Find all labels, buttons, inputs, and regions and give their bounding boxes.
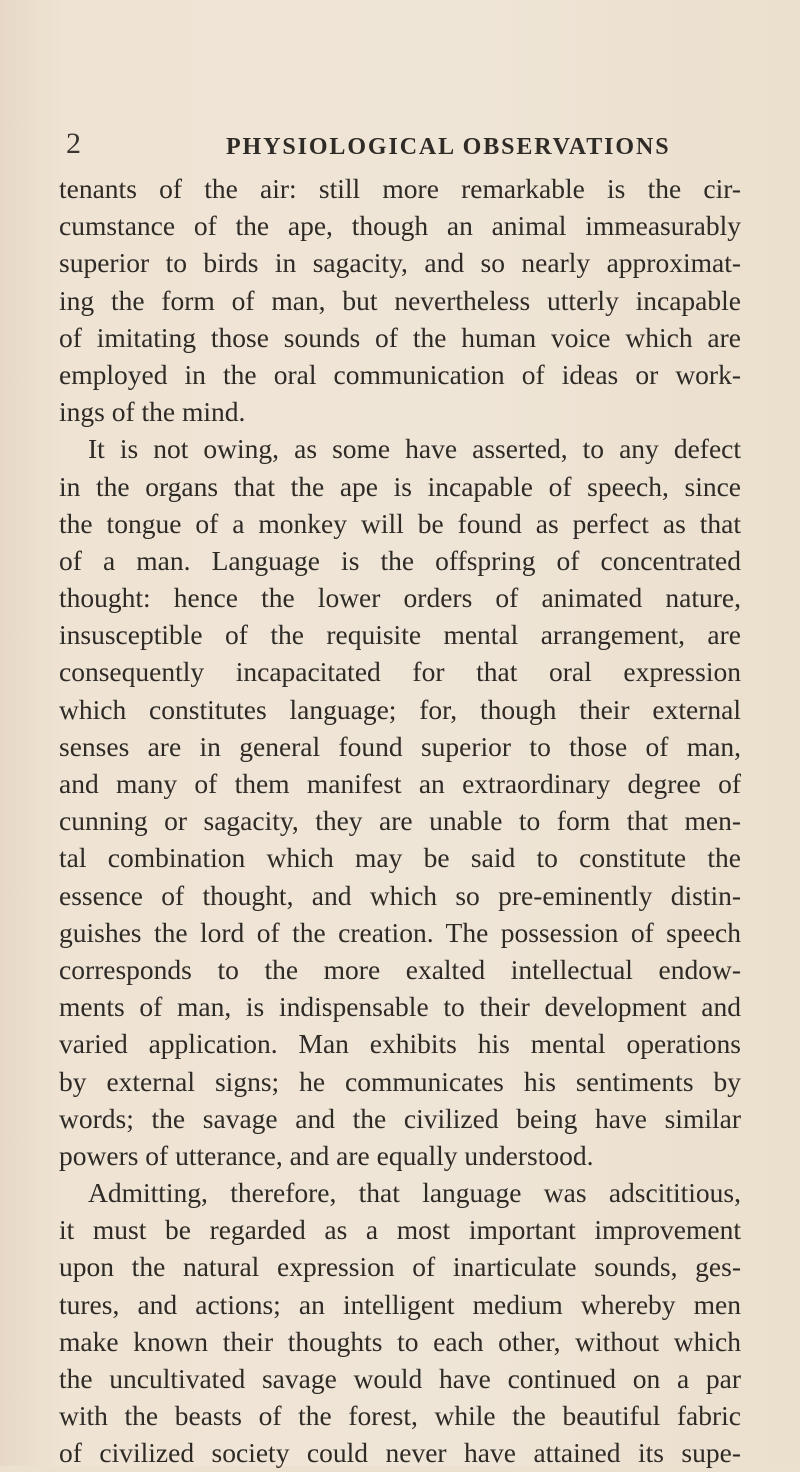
text-line: tures, and actions; an intelligent medium whereby men — [59, 1288, 741, 1320]
text-line: upon the natural expression of inarticulate sounds, ges- — [59, 1251, 741, 1283]
text-line: by external signs; he communicates his sentiments by — [59, 1065, 741, 1097]
text-line: in the organs that the ape is incapable of speech, since — [59, 470, 741, 502]
text-line: of a man. Language is the offspring of concentrated — [59, 544, 741, 576]
text-line: the tongue of a monkey will be found as perfect as that — [59, 507, 741, 539]
text-line: of civilized society could never have attained its supe- — [59, 1437, 741, 1469]
text-line: guishes the lord of the creation. The possession of speech — [59, 916, 741, 948]
text-line: ing the form of man, but nevertheless utterly incapable — [59, 284, 741, 316]
text-line: words; the savage and the civilized being have similar — [59, 1102, 741, 1134]
text-line: thought: hence the lower orders of animated nature, — [59, 582, 741, 614]
text-line: ings of the mind. — [59, 396, 246, 428]
text-line: superior to birds in sagacity, and so nearly approximat- — [59, 247, 741, 279]
paragraph-start-line: It is not owing, as some have asserted, to any defect — [88, 433, 741, 465]
text-line: powers of utterance, and are equally understood. — [59, 1139, 594, 1171]
text-line: corresponds to the more exalted intellectual endow- — [59, 953, 741, 985]
text-line: it must be regarded as a most important improvement — [59, 1214, 741, 1246]
text-line: essence of thought, and which so pre-eminently distin- — [59, 879, 741, 911]
text-line: with the beasts of the forest, while the beautiful fabric — [59, 1400, 741, 1432]
text-line: make known their thoughts to each other, without which — [59, 1325, 741, 1357]
text-line: the uncultivated savage would have continued on a par — [59, 1363, 741, 1394]
text-line: varied application. Man exhibits his mental operations — [59, 1028, 741, 1060]
text-line: senses are in general found superior to those of man, — [59, 730, 741, 762]
text-line: of imitating those sounds of the human voice which are — [59, 321, 741, 353]
text-line: insusceptible of the requisite mental arrangement, are — [59, 619, 741, 651]
body-text — [59, 170, 741, 1472]
text-line: and many of them manifest an extraordinary degree of — [59, 768, 741, 799]
text-line: consequently incapacitated for that oral expression — [59, 656, 741, 688]
text-line: tenants of the air: still more remarkable is the cir- — [59, 173, 741, 204]
running-head: PHYSIOLOGICAL OBSERVATIONS — [226, 134, 671, 160]
text-line: employed in the oral communication of ideas or work- — [59, 358, 741, 390]
text-line: cunning or sagacity, they are unable to form that men- — [59, 805, 741, 837]
page-header — [0, 126, 800, 166]
text-line: which constitutes language; for, though their external — [59, 693, 741, 725]
text-line: cumstance of the ape, though an animal immeasurably — [59, 210, 741, 242]
page-number: 2 — [66, 127, 81, 160]
text-line: tal combination which may be said to constitute the — [59, 842, 741, 874]
text-line: ments of man, is indispensable to their development and — [59, 991, 741, 1023]
paragraph-start-line: Admitting, therefore, that language was adscititious, — [88, 1177, 741, 1209]
